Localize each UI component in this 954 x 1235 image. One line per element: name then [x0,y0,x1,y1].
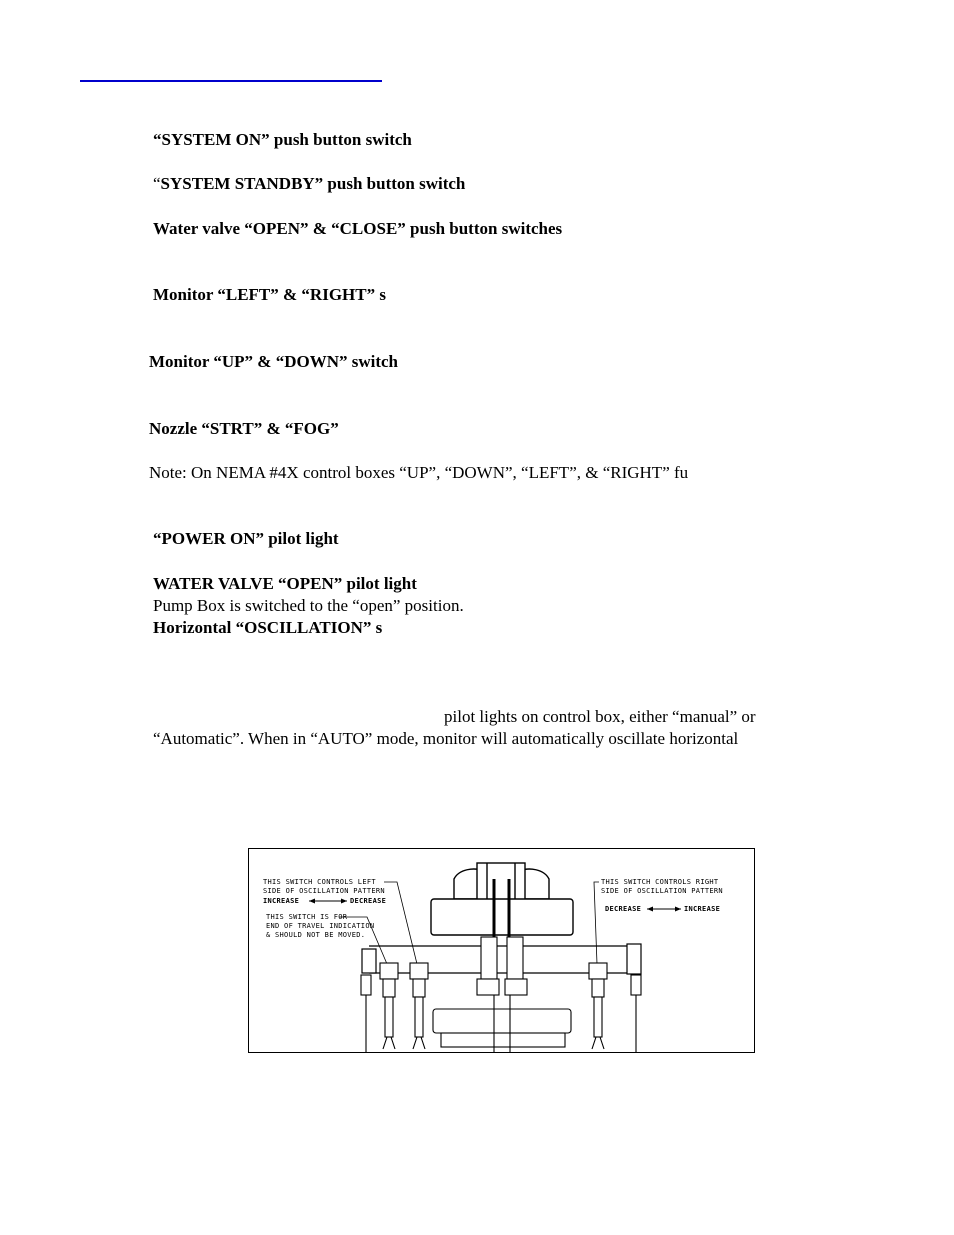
water-valve-open-pilot-text: WATER VALVE “OPEN” pilot light [153,574,417,593]
left-increase-label: INCREASE [263,897,300,905]
automatic-mode-text: “Automatic”. When in “AUTO” mode, monitor will automatically oscillate horizontal [153,729,739,748]
left-switch-leader [384,882,417,964]
right-arrow-head-left [647,907,653,912]
right-decrease-label: DECREASE [605,905,642,913]
horizontal-oscillation-text: Horizontal “OSCILLATION” s [153,618,383,637]
limit-switch-travel [380,963,398,1049]
left-switch-label-line1: THIS SWITCH CONTROLS LEFT [263,878,376,886]
limit-switch-left [410,963,428,1049]
header-link-underline [80,80,382,82]
right-switch-label-line1: THIS SWITCH CONTROLS RIGHT [601,878,719,886]
central-fittings [433,937,571,1053]
travel-switch-label-line3: & SHOULD NOT BE MOVED. [266,931,366,939]
open-quote: “ [153,174,161,193]
monitor-up-down-text: Monitor “UP” & “DOWN” switch [149,352,398,371]
pump-box-text: Pump Box is switched to the “open” position. [153,596,464,615]
limit-switch-right [589,963,607,1049]
pilot-lights-text: pilot lights on control box, either “manual” or [444,707,756,726]
nozzle-strt-fog-text: Nozzle “STRT” & “FOG” [149,419,339,438]
right-switch-leader [594,882,599,964]
left-arrow-head-right [341,899,347,904]
system-standby-switch-line [153,174,465,194]
left-arrow-head-left [309,899,315,904]
oscillation-switch-diagram [248,848,755,1053]
oscillation-switch-drawing [249,849,755,1053]
nema-note-text: Note: On NEMA #4X control boxes “UP”, “DOWN”, “LEFT”, & “RIGHT” fu [149,463,689,482]
left-decrease-label: DECREASE [350,897,387,905]
monitor-body [431,863,573,944]
system-on-switch-text: “SYSTEM ON” push button switch [153,130,412,149]
left-switch-label-line2: SIDE OF OSCILLATION PATTERN [263,887,385,895]
right-increase-label: INCREASE [684,905,721,913]
right-switch-label-line2: SIDE OF OSCILLATION PATTERN [601,887,723,895]
water-valve-switch-text: Water valve “OPEN” & “CLOSE” push button switches [153,219,563,238]
right-arrow-head-right [675,907,681,912]
travel-switch-label-line2: END OF TRAVEL INDICATION [266,922,375,930]
monitor-left-right-text: Monitor “LEFT” & “RIGHT” s [153,285,386,304]
travel-switch-label-line1: THIS SWITCH IS FOR [266,913,348,921]
power-on-pilot-light-text: “POWER ON” pilot light [153,529,339,548]
system-standby-switch-text: SYSTEM STANDBY” push button switch [160,174,466,193]
